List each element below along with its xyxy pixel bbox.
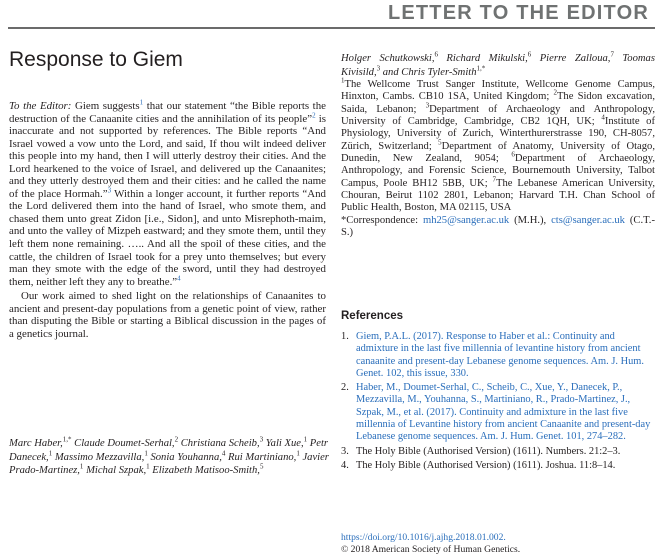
reference-item[interactable]: 2. Haber, M., Doumet-Serhal, C., Scheib, C., Xue, Y., Danecek, P., Mezzavilla, M., Youhanna, S., Martiniano, R., Prado-Martinez, J., Szpak, M., et al. (2017). Continuity and admixture in the last five millennia of Levantine history from ancient Canaanite and present-day Lebanese genome sequences. Am. J. Hum. Genet. 101, 274–282. (341, 382, 651, 443)
citation-link[interactable]: 1 (139, 98, 144, 107)
paragraph-1: To the Editor: Giem suggests$^1$ that our statement “the Bible reports the destruction of the Canaanite cities and the annihilation of its people”$^2$ is inaccurate and not supported by references. The Bible reports “And Israel vowed a vow unto the Lord, and said, If thou wilt indeed deliver this people into my hand, then I will utterly destroy their cities. And the Lord hearkened to the voice of Israel, and delivered up the Canaanites; and they utterly destroyed them and their cities: and he called the name of the place Hormah.”$^3$ Within a longer account, it further reports “And the Lord delivered them into the hand of Israel, who smote them, and chased them unto great Zidon [i.e., Sidon], and unto Misrephoth-maim, and unto the valley of Mizpeh eastward; and they smote them, until they left them none remaining. ….. And all the spoil of these cities, and the cattle, the children of Israel took for a prey unto themselves; but every man they smote with the edge of the sword, until they had destroyed them, neither left they any to breathe.”$^4$ (9, 98, 326, 288)
paragraph-2: Our work aimed to shed light on the relationships of Canaanites to ancient and present-day populations from a genetic point of view, rather than disputing the Bible or starting a Biblical discussion in the pages of a genetics journal. (9, 290, 326, 340)
copyright: © 2018 American Society of Human Genetics. (341, 543, 521, 555)
letter-body (9, 100, 326, 340)
doi-link[interactable]: https://doi.org/10.1016/j.ajhg.2018.01.002. (341, 532, 506, 543)
footer (341, 532, 520, 555)
affiliations: $^1$The Wellcome Trust Sanger Institute, Wellcome Genome Campus, Hinxton, Cambs. CB10 1SA, United Kingdom; $^2$The Sidon excavation, Saida, Lebanon; $^3$Department of Archaeology and Anthropology, University of Cambridge, Cambridge, CB2 1QH, UK; $^4$Institute of Physiology, University of Zurich, Winterthurerstrasse 190, CH-8057, Zürich, Switzerland; $^5$Department of Anatomy, University of Otago, Dunedin, New Zealand, 9054; $^6$Department of Archaeology, Anthropology, and Forensic Science, Bournemouth University, Talbot Campus, Poole BH12 5BB, UK; $^7$The Lebanese American University, Chouran, Beirut 1102 2801, Lebanon; Harvard T.H. Chan School of Public Health, Boston, MA 02115, USA (341, 76, 656, 214)
reference-list (341, 331, 655, 474)
author-list: Marc Haber,$^{1,*}$ Claude Doumet-Serhal,$^2$ Christiana Scheib,$^3$ Yali Xue,$^1$ Petr Danecek,$^1$ Massimo Mezzavilla,$^1$ Sonia Youhanna,$^4$ Rui Martiniano,$^1$ Javier Prado-Martinez,$^1$ Michal Szpak,$^1$ Elizabeth Matisoo-Smith,$^5$ (9, 435, 329, 476)
section-banner: LETTER TO THE EDITOR (387, 2, 649, 24)
email-link[interactable]: mh25@sanger.ac.uk (422, 214, 510, 226)
reference-item: 4. The Holy Bible (Authorised Version) (1611). Joshua. 11:8–14. (341, 459, 616, 471)
salutation: To the Editor: (9, 100, 72, 112)
header-bar (0, 0, 663, 28)
email-link[interactable]: cts@sanger.ac.uk (551, 214, 625, 226)
article-title: Response to Giem (9, 48, 183, 71)
references-heading: References (341, 310, 404, 322)
right-column (341, 52, 655, 239)
citation-link[interactable]: 2 (312, 110, 316, 119)
reference-item: 3. The Holy Bible (Authorised Version) (1611). Numbers. 21:2–3. (341, 445, 621, 457)
header-rule (8, 27, 655, 29)
citation-link[interactable]: 4 (177, 274, 181, 283)
author-list-continued: Holger Schutkowski,$^6$ Richard Mikulski,$^6$ Pierre Zalloua,$^7$ Toomas Kivisild,$^3$ and Chris Tyler-Smith$^{1,*}$ (341, 50, 655, 78)
reference-item[interactable]: 1. Giem, P.A.L. (2017). Response to Haber et al.: Continuity and admixture in the last five millennia of levantine history from ancient canaanite and present-day Lebanese genome sequences. Am. J. Hum. Genet. 102, this issue, 330. (341, 331, 644, 379)
citation-link[interactable]: 3 (107, 186, 112, 195)
correspondence: *Correspondence: mh25@sanger.ac.uk (M.H.), cts@sanger.ac.uk (C.T.-S.) (341, 214, 655, 239)
